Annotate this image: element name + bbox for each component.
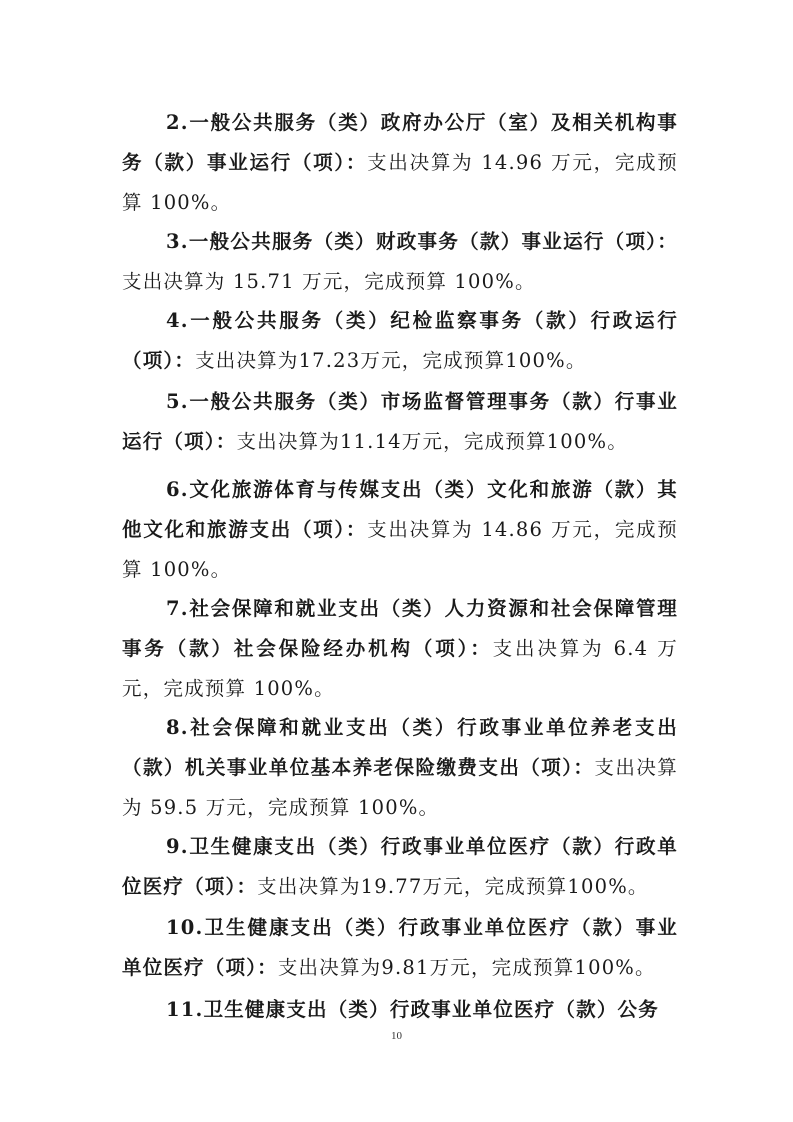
paragraph-item-11 bbox=[122, 990, 678, 1030]
page-number: 10 bbox=[391, 1030, 402, 1042]
item-heading: 8.社会保障和就业支出（类）行政事业单位养老支出（款）机关事业单位基本养老保险缴费支出（项）： bbox=[122, 716, 678, 779]
item-heading: 10.卫生健康支出（类）行政事业单位医疗（款）事业单位医疗（项）： bbox=[122, 916, 678, 979]
item-body: 支出决算为 6.4 万元，完成预算 100%。 bbox=[122, 637, 678, 700]
paragraph-item-5 bbox=[122, 382, 678, 462]
item-heading: 7.社会保障和就业支出（类）人力资源和社会保障管理事务（款）社会保险经办机构（项）： bbox=[122, 597, 678, 660]
item-body: 支出决算为 59.5 万元，完成预算 100%。 bbox=[122, 756, 678, 819]
item-body: 支出决算为 15.71 万元，完成预算 100%。 bbox=[122, 270, 536, 293]
paragraph-item-7 bbox=[122, 589, 678, 709]
item-heading: 5.一般公共服务（类）市场监督管理事务（款）行事业运行（项）： bbox=[122, 390, 678, 453]
item-body: 支出决算为19.77万元，完成预算100%。 bbox=[257, 875, 649, 898]
item-body: 支出决算为9.81万元，完成预算100%。 bbox=[277, 956, 656, 979]
paragraph-item-6 bbox=[122, 470, 678, 590]
paragraph-item-9 bbox=[122, 827, 678, 907]
paragraph-item-3 bbox=[122, 222, 678, 302]
item-heading: 11.卫生健康支出（类）行政事业单位医疗（款）公务 bbox=[166, 998, 659, 1021]
paragraph-item-10 bbox=[122, 908, 678, 988]
paragraph-item-8 bbox=[122, 708, 678, 828]
item-heading: 4.一般公共服务（类）纪检监察事务（款）行政运行（项）： bbox=[122, 309, 678, 372]
paragraph-item-2 bbox=[122, 103, 678, 223]
item-body: 支出决算为 14.96 万元，完成预算 100%。 bbox=[122, 151, 679, 214]
item-heading: 3.一般公共服务（类）财政事务（款）事业运行（项）： bbox=[166, 230, 678, 253]
item-heading: 9.卫生健康支出（类）行政事业单位医疗（款）行政单位医疗（项）： bbox=[122, 835, 678, 898]
item-body: 支出决算为17.23万元，完成预算100%。 bbox=[195, 349, 587, 372]
item-heading: 6.文化旅游体育与传媒支出（类）文化和旅游（款）其他文化和旅游支出（项）： bbox=[122, 478, 678, 541]
paragraph-item-4 bbox=[122, 301, 678, 381]
item-heading: 2.一般公共服务（类）政府办公厅（室）及相关机构事务（款）事业运行（项）： bbox=[122, 111, 678, 174]
item-body: 支出决算为 14.86 万元，完成预算 100%。 bbox=[122, 518, 679, 581]
item-body: 支出决算为11.14万元，完成预算100%。 bbox=[236, 430, 628, 453]
